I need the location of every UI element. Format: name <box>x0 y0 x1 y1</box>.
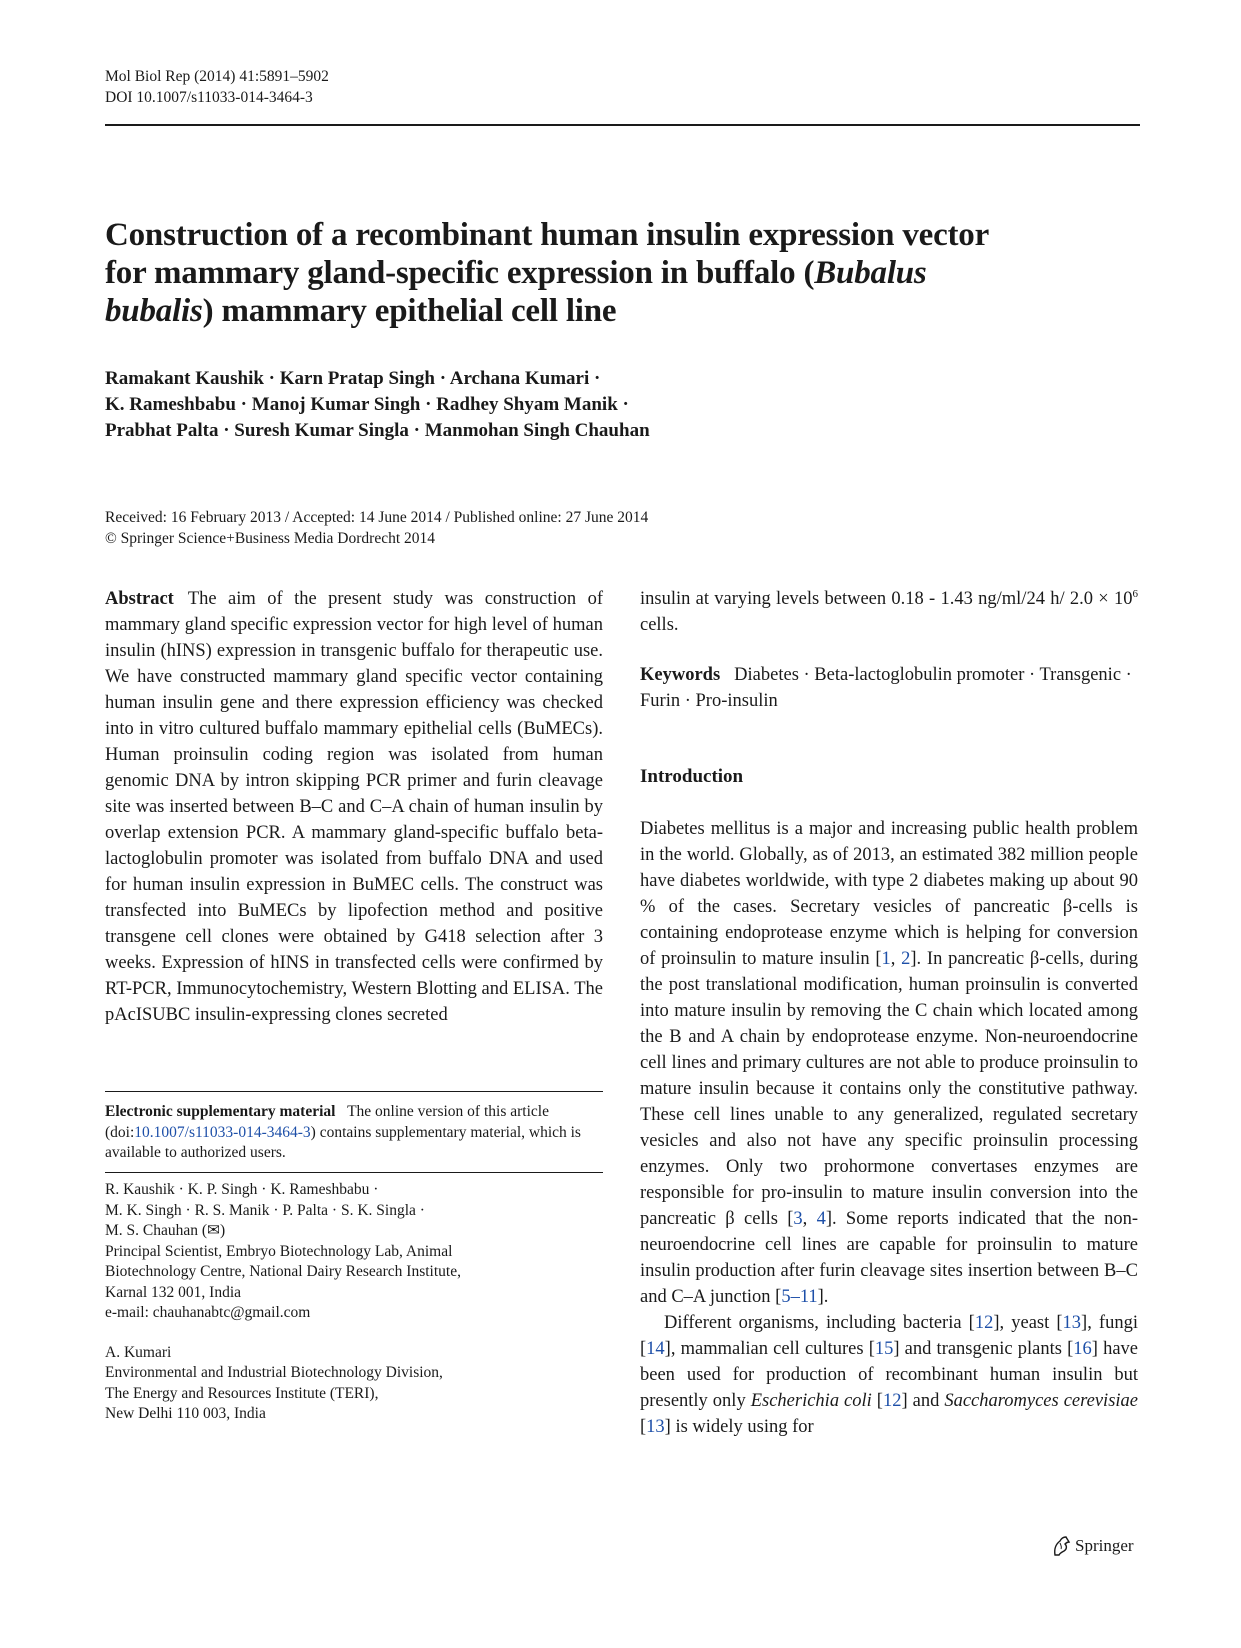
abstract-text: The aim of the present study was construction of mammary gland specific expression vector for high level of human insulin (hINS) expression in transgenic buffalo for therapeutic use. We have constructed mammary gland specific vector containing human insulin gene and there expression efficiency was checked into in vitro cultured buffalo mammary epithelial cells (BuMECs). Human proinsulin coding region was isolated from human genomic DNA by intron skipping PCR primer and furin cleavage site was inserted between B–C and C–A chain of human insulin by overlap extension PCR. A mammary gland-specific buffalo beta-lactoglobulin promoter was isolated from buffalo DNA and used for human insulin expression in BuMEC cells. The construct was transfected into BuMECs by lipofection method and positive transgene cell clones were obtained by G418 selection after 3 weeks. Expression of hINS in transfected cells were confirmed by RT-PCR, Immunocytochemistry, Western Blotting and ELISA. The pAcISUBC insulin-expressing clones secreted <box>105 589 603 1025</box>
keywords-label: Keywords <box>640 665 721 685</box>
journal-doi: DOI 10.1007/s11033-014-3464-3 <box>105 89 313 106</box>
abstract-continuation: insulin at varying levels between 0.18 - 1.43 ng/ml/24 h/ $2.0 \times 10^6$ cells. <box>640 587 1138 635</box>
esm-label: Electronic supplementary material <box>105 1103 336 1120</box>
publisher-name: Springer <box>1075 1536 1134 1555</box>
intro-paragraph-1: Diabetes mellitus is a major and increasing public health problem in the world. Globally, as of 2013, an estimated 382 million people have diabetes worldwide, with type 2 diabetes making up about 90 % of the cases. Secretary vesicles of pancreatic β-cells is containing endoprotease enzyme which is helping for conversion of proinsulin to mature insulin [1, 2]. In pancreatic β-cells, during the post translational modification, human proinsulin is converted into mature insulin by removing the C chain which located among the B and A chain by endoprotease enzyme. Non-neuroendocrine cell lines and primary cultures are not able to produce proinsulin to mature insulin because it contains only the constitutive pathway. These cell lines unable to any generalized, regulated secretary vesicles and also not have any specific proinsulin processing enzymes. Only two prohormone convertases enzymes are responsible for pro-insulin to mature insulin conversion into the pancreatic β cells [3, 4]. Some reports indicated that the non-neuroendocrine cell lines are capable for proinsulin to mature insulin production after furin cleavage sites insertion between B–C and C–A junction [5–11]. <box>640 819 1139 1307</box>
paper-title: Construction of a recombinant human insulin expression vector for mammary gland-specific expression in buffalo (Bubalus bubalis) mammary epithelial cell line <box>105 217 990 329</box>
citation-link[interactable]: 2 <box>901 949 911 969</box>
affiliation-block: R. Kaushik · K. P. Singh · K. Rameshbabu · M. K. Singh · R. S. Manik · P. Palta · S. K. Singla · M. S. Chauhan (✉) Principal Scientist, Embryo Biotechnology Lab, Animal Biotechnology Centre, National Dairy Research Institute, Karnal 132 001, India e-mail: chauhanabtc@gmail.com A. Kumari Environmental and Industrial Biotechnology Division, The Energy and Resources Institute (TERI), New Delhi 110 003, India <box>105 1180 603 1425</box>
affiliation-rule <box>105 1172 603 1173</box>
keywords-text: Diabetes · Beta-lactoglobulin promoter · Transgenic · Furin · Pro-insulin <box>640 665 1132 711</box>
journal-citation: Mol Biol Rep (2014) 41:5891–5902 <box>105 68 329 85</box>
springer-horse-icon <box>1051 1535 1071 1557</box>
citation-link[interactable]: 14 <box>646 1339 665 1359</box>
abstract-label: Abstract <box>105 589 174 609</box>
journal-header <box>105 66 329 108</box>
esm-doi-link[interactable]: 10.1007/s11033-014-3464-3 <box>134 1123 311 1141</box>
copyright: © Springer Science+Business Media Dordrecht 2014 <box>105 530 436 547</box>
citation-link[interactable]: 12 <box>974 1313 994 1333</box>
footnote-rule <box>105 1091 603 1092</box>
citation-link[interactable]: 5–11 <box>781 1287 818 1307</box>
citation-link[interactable]: 4 <box>816 1209 826 1229</box>
citation-link[interactable]: 16 <box>1073 1339 1092 1359</box>
citation-link[interactable]: 12 <box>882 1391 902 1411</box>
citation-link[interactable]: 15 <box>874 1339 894 1359</box>
author-list: Ramakant Kaushik · Karn Pratap Singh · Archana Kumari · K. Rameshbabu · Manoj Kumar Singh · Radhey Shyam Manik · Prabhat Palta · Suresh Kumar Singla · Manmohan Singh Chauhan <box>105 368 650 441</box>
citation-link[interactable]: 3 <box>793 1209 803 1229</box>
section-heading-introduction: Introduction <box>640 766 744 787</box>
publisher-logo <box>1051 1535 1134 1557</box>
citation-link[interactable]: 13 <box>1062 1313 1082 1333</box>
header-rule <box>105 124 1140 126</box>
abstract-section <box>105 586 603 1028</box>
corresponding-author: M. S. Chauhan (✉) <box>105 1222 226 1239</box>
intro-paragraph-2: Different organisms, including bacteria [12], yeast [13], fungi [14], mammalian cell cultures [15] and transgenic plants [16] have been used for production of recombinant human insulin but presently only Escherichia coli [12] and Saccharomyces cerevisiae [13] is widely using for <box>640 1313 1138 1437</box>
date-history: Received: 16 February 2013 / Accepted: 14 June 2014 / Published online: 27 June 2014 <box>105 509 649 526</box>
citation-link[interactable]: 13 <box>646 1417 665 1437</box>
contact-email[interactable]: e-mail: chauhanabtc@gmail.com <box>105 1304 311 1321</box>
citation-link[interactable]: 1 <box>881 949 891 969</box>
esm-footnote: Electronic supplementary material The online version of this article (doi:10.1007/s11033-014-3464-3) contains supplementary material, which is available to authorized users. <box>105 1103 581 1161</box>
publication-dates <box>105 507 648 549</box>
right-column <box>640 586 1138 1440</box>
keywords <box>640 662 1138 714</box>
